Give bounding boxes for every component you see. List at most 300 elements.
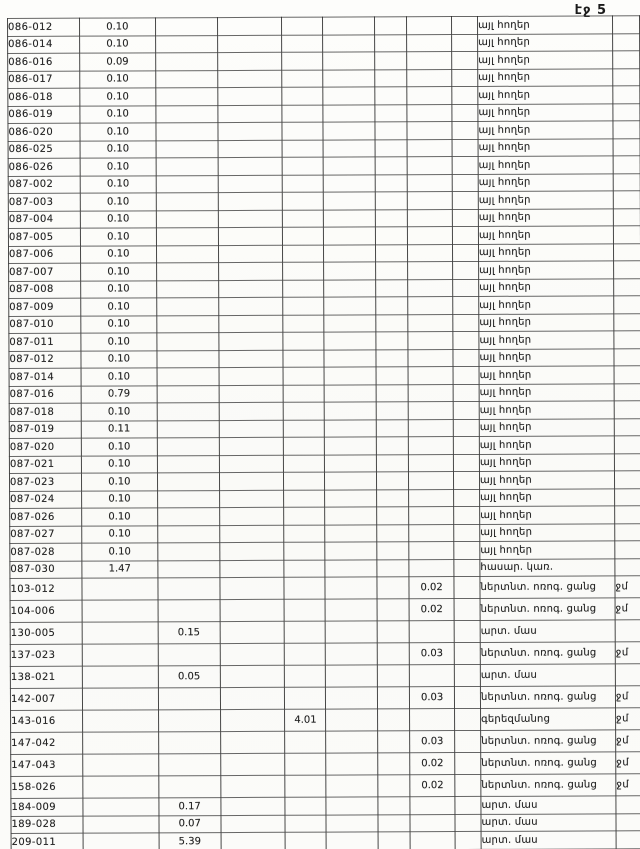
area-value-cell bbox=[82, 688, 158, 710]
parcel-code-cell: 087-020 bbox=[9, 438, 81, 456]
area-value-cell bbox=[220, 665, 285, 687]
area-value-cell bbox=[323, 17, 375, 35]
area-value-cell bbox=[220, 775, 285, 797]
area-value-cell bbox=[407, 17, 452, 35]
area-value-cell bbox=[283, 227, 324, 245]
area-value-cell: 0.10 bbox=[81, 438, 157, 456]
area-value-cell: 0.17 bbox=[159, 798, 221, 816]
area-value-cell bbox=[452, 34, 478, 52]
land-type-cell: այլ հողեր bbox=[479, 348, 614, 366]
land-type-cell: արտ. մաս bbox=[480, 664, 615, 687]
area-value-cell bbox=[323, 34, 375, 52]
area-value-cell bbox=[452, 86, 478, 104]
area-value-cell bbox=[324, 297, 376, 315]
parcel-code-cell: 087-003 bbox=[8, 193, 80, 211]
area-value-cell bbox=[283, 192, 324, 210]
area-value-cell bbox=[282, 35, 323, 53]
parcel-code-cell: 087-024 bbox=[10, 491, 82, 509]
land-type-cell: արտ. մաս bbox=[480, 620, 615, 643]
area-value-cell bbox=[455, 814, 481, 832]
area-value-cell bbox=[408, 244, 453, 262]
area-value-cell bbox=[218, 122, 283, 140]
area-value-cell bbox=[219, 507, 284, 525]
area-value-cell bbox=[158, 560, 220, 578]
area-value-cell bbox=[284, 472, 325, 490]
area-value-cell bbox=[408, 332, 453, 350]
area-value-cell bbox=[378, 814, 410, 832]
area-value-cell: 0.10 bbox=[81, 298, 157, 316]
area-value-cell bbox=[286, 832, 327, 849]
table-body bbox=[8, 16, 640, 849]
area-value-cell bbox=[83, 776, 159, 798]
area-value-cell bbox=[455, 730, 481, 752]
area-value-cell bbox=[375, 157, 407, 175]
area-value-cell bbox=[284, 437, 325, 455]
area-value-cell bbox=[219, 472, 284, 490]
area-value-cell bbox=[376, 332, 408, 350]
area-value-cell: 0.10 bbox=[81, 455, 157, 473]
area-value-cell bbox=[324, 174, 376, 192]
land-type-cell: այլ հողեր bbox=[479, 331, 614, 349]
area-value-cell: 0.10 bbox=[80, 193, 156, 211]
area-value-cell bbox=[377, 489, 409, 507]
area-value-cell bbox=[217, 35, 282, 53]
area-value-cell bbox=[158, 644, 220, 666]
area-value-cell bbox=[326, 687, 378, 709]
area-value-cell bbox=[326, 709, 378, 731]
table-row bbox=[11, 752, 640, 777]
land-type-cell: արտ. մաս bbox=[481, 796, 616, 814]
area-value-cell bbox=[283, 297, 324, 315]
area-value-cell bbox=[325, 472, 377, 490]
area-value-cell bbox=[324, 279, 376, 297]
parcel-code-cell: 087-011 bbox=[9, 333, 81, 351]
area-value-cell bbox=[323, 139, 375, 157]
area-value-cell bbox=[408, 349, 453, 367]
area-value-cell: 0.10 bbox=[82, 508, 158, 526]
parcel-code-cell: 138-021 bbox=[10, 666, 82, 688]
area-value-cell bbox=[407, 209, 452, 227]
area-value-cell bbox=[159, 776, 221, 798]
margin-note: ջմ bbox=[615, 642, 640, 664]
parcel-code-cell: 087-021 bbox=[9, 456, 81, 474]
area-value-cell bbox=[220, 643, 285, 665]
area-value-cell bbox=[284, 577, 325, 599]
area-value-cell bbox=[376, 349, 408, 367]
area-value-cell bbox=[285, 797, 326, 815]
area-value-cell bbox=[285, 621, 326, 643]
area-value-cell bbox=[408, 402, 453, 420]
area-value-cell bbox=[83, 732, 159, 754]
area-value-cell bbox=[324, 367, 376, 385]
land-type-cell: հասար. կառ. bbox=[480, 558, 615, 576]
area-value-cell bbox=[455, 796, 481, 814]
land-type-cell: այլ հողեր bbox=[478, 138, 613, 156]
area-value-cell bbox=[157, 490, 219, 508]
area-value-cell bbox=[218, 245, 283, 263]
area-value-cell: 0.15 bbox=[158, 622, 220, 644]
area-value-cell: 0.10 bbox=[81, 280, 157, 298]
area-value-cell: 0.02 bbox=[409, 599, 454, 621]
area-value-cell bbox=[283, 262, 324, 280]
area-value-cell bbox=[157, 333, 219, 351]
area-value-cell bbox=[377, 524, 409, 542]
area-value-cell: 0.10 bbox=[81, 315, 157, 333]
area-value-cell bbox=[156, 140, 218, 158]
area-value-cell: 4.01 bbox=[285, 709, 326, 731]
land-type-cell: ներտնտ. ոռոգ. ցանց bbox=[480, 576, 615, 599]
area-value-cell bbox=[158, 578, 220, 600]
area-value-cell bbox=[376, 209, 408, 227]
area-value-cell bbox=[454, 506, 480, 524]
area-value-cell: 0.10 bbox=[81, 350, 157, 368]
area-value-cell bbox=[219, 525, 284, 543]
land-type-cell: այլ հողեր bbox=[480, 488, 615, 506]
area-value-cell bbox=[282, 70, 323, 88]
area-value-cell bbox=[377, 621, 409, 643]
area-value-cell bbox=[375, 52, 407, 70]
area-value-cell bbox=[282, 122, 323, 140]
area-value-cell bbox=[454, 541, 480, 559]
area-value-cell: 0.79 bbox=[81, 385, 157, 403]
land-type-cell: այլ հողեր bbox=[479, 471, 614, 489]
parcel-code-cell: 086-014 bbox=[8, 36, 80, 54]
parcel-code-cell: 087-009 bbox=[9, 298, 81, 316]
land-type-cell: ներտնտ. ոռոգ. ցանց bbox=[481, 730, 616, 753]
area-value-cell bbox=[376, 192, 408, 210]
area-value-cell bbox=[378, 687, 410, 709]
area-value-cell: 0.10 bbox=[80, 123, 156, 141]
parcel-code-cell: 087-012 bbox=[9, 351, 81, 369]
land-type-cell: այլ հողեր bbox=[478, 68, 613, 86]
area-value-cell bbox=[283, 245, 324, 263]
table-row bbox=[11, 774, 640, 799]
area-value-cell bbox=[218, 192, 283, 210]
area-value-cell bbox=[326, 753, 378, 775]
margin-note bbox=[616, 831, 640, 849]
land-type-cell: այլ հողեր bbox=[480, 506, 615, 524]
area-value-cell bbox=[83, 754, 159, 776]
area-value-cell bbox=[378, 709, 410, 731]
area-value-cell bbox=[325, 489, 377, 507]
land-type-cell: այլ հողեր bbox=[478, 103, 613, 121]
area-value-cell bbox=[407, 139, 452, 157]
margin-note bbox=[612, 16, 639, 34]
area-value-cell bbox=[455, 831, 481, 849]
area-value-cell bbox=[157, 368, 219, 386]
land-type-cell: այլ հողեր bbox=[479, 383, 614, 401]
parcel-code-cell: 087-007 bbox=[9, 263, 81, 281]
area-value-cell bbox=[82, 710, 158, 732]
margin-note bbox=[613, 121, 640, 139]
area-value-cell bbox=[157, 385, 219, 403]
area-value-cell bbox=[157, 403, 219, 421]
land-type-cell: արտ. մաս bbox=[481, 831, 616, 849]
area-value-cell bbox=[408, 419, 453, 437]
area-value-cell bbox=[285, 815, 326, 833]
area-value-cell: 0.02 bbox=[410, 753, 455, 775]
area-value-cell bbox=[284, 525, 325, 543]
area-value-cell: 0.10 bbox=[80, 158, 156, 176]
table-row bbox=[10, 642, 640, 667]
area-value-cell bbox=[375, 104, 407, 122]
table-row bbox=[11, 730, 640, 755]
parcel-code-cell: 087-023 bbox=[9, 473, 81, 491]
area-value-cell bbox=[220, 560, 285, 578]
parcel-code-cell: 087-027 bbox=[10, 526, 82, 544]
area-value-cell bbox=[377, 507, 409, 525]
area-value-cell bbox=[378, 753, 410, 775]
margin-note bbox=[614, 331, 640, 349]
area-value-cell: 0.03 bbox=[410, 731, 455, 753]
table-row bbox=[10, 598, 640, 623]
area-value-cell bbox=[324, 157, 376, 175]
parcel-code-cell: 087-002 bbox=[8, 176, 80, 194]
margin-note bbox=[615, 664, 640, 686]
area-value-cell bbox=[323, 69, 375, 87]
parcel-code-cell: 103-012 bbox=[10, 578, 82, 600]
area-value-cell bbox=[156, 263, 218, 281]
area-value-cell bbox=[155, 70, 217, 88]
area-value-cell bbox=[324, 332, 376, 350]
area-value-cell bbox=[326, 814, 378, 832]
margin-note bbox=[613, 173, 640, 191]
area-value-cell bbox=[377, 542, 409, 560]
area-value-cell bbox=[453, 296, 479, 314]
area-value-cell bbox=[283, 315, 324, 333]
margin-note bbox=[613, 103, 640, 121]
area-value-cell: 0.03 bbox=[409, 643, 454, 665]
area-value-cell: 0.10 bbox=[81, 368, 157, 386]
margin-note bbox=[616, 813, 640, 831]
area-value-cell bbox=[455, 752, 481, 774]
margin-note bbox=[613, 138, 640, 156]
area-value-cell bbox=[282, 105, 323, 123]
parcel-code-cell: 087-018 bbox=[9, 403, 81, 421]
area-value-cell bbox=[283, 332, 324, 350]
area-value-cell bbox=[155, 53, 217, 71]
area-value-cell: 0.11 bbox=[81, 420, 157, 438]
area-value-cell bbox=[453, 314, 479, 332]
land-type-cell: այլ հողեր bbox=[479, 436, 614, 454]
parcel-code-cell: 087-006 bbox=[8, 246, 80, 264]
area-value-cell bbox=[377, 643, 409, 665]
area-value-cell bbox=[378, 665, 410, 687]
area-value-cell bbox=[376, 402, 408, 420]
area-value-cell: 5.39 bbox=[159, 833, 221, 849]
area-value-cell bbox=[323, 104, 375, 122]
table-row bbox=[10, 686, 640, 711]
area-value-cell: 0.02 bbox=[410, 775, 455, 797]
land-type-cell: այլ հողեր bbox=[480, 523, 615, 541]
area-value-cell bbox=[219, 420, 284, 438]
land-type-cell: այլ հողեր bbox=[478, 51, 613, 69]
area-value-cell bbox=[284, 420, 325, 438]
margin-note bbox=[613, 208, 640, 226]
area-value-cell bbox=[283, 280, 324, 298]
margin-note bbox=[613, 33, 640, 51]
margin-note: ջմ bbox=[616, 730, 640, 752]
area-value-cell bbox=[325, 559, 377, 577]
area-value-cell bbox=[377, 599, 409, 621]
table-row bbox=[10, 620, 640, 645]
area-value-cell bbox=[284, 490, 325, 508]
area-value-cell bbox=[220, 621, 285, 643]
parcel-code-cell: 147-043 bbox=[11, 754, 83, 776]
margin-note bbox=[614, 366, 640, 384]
area-value-cell bbox=[220, 753, 285, 775]
parcel-code-cell: 087-019 bbox=[9, 421, 81, 439]
area-value-cell bbox=[221, 797, 286, 815]
area-value-cell bbox=[376, 384, 408, 402]
area-value-cell: 0.10 bbox=[80, 175, 156, 193]
area-value-cell bbox=[407, 87, 452, 105]
area-value-cell bbox=[82, 644, 158, 666]
area-value-cell bbox=[156, 298, 218, 316]
margin-note bbox=[616, 796, 640, 814]
area-value-cell bbox=[407, 174, 452, 192]
area-value-cell bbox=[409, 472, 454, 490]
margin-note bbox=[615, 620, 640, 642]
area-value-cell: 0.10 bbox=[82, 525, 158, 543]
area-value-cell bbox=[408, 367, 453, 385]
parcel-code-cell: 086-017 bbox=[8, 71, 80, 89]
area-value-cell bbox=[454, 598, 480, 620]
area-value-cell bbox=[283, 210, 324, 228]
land-type-cell: այլ հողեր bbox=[479, 296, 614, 314]
area-value-cell bbox=[324, 314, 376, 332]
area-value-cell: 0.10 bbox=[81, 473, 157, 491]
margin-note bbox=[614, 296, 640, 314]
parcel-code-cell: 087-030 bbox=[10, 561, 82, 579]
parcel-code-cell: 143-016 bbox=[11, 710, 83, 732]
area-value-cell bbox=[452, 156, 478, 174]
area-value-cell bbox=[376, 297, 408, 315]
land-type-cell: այլ հողեր bbox=[479, 453, 614, 471]
area-value-cell bbox=[455, 774, 481, 796]
area-value-cell bbox=[83, 815, 159, 833]
area-value-cell bbox=[376, 227, 408, 245]
area-value-cell bbox=[375, 69, 407, 87]
margin-note bbox=[614, 471, 640, 489]
parcel-code-cell: 184-009 bbox=[11, 798, 83, 816]
area-value-cell bbox=[410, 709, 455, 731]
margin-note bbox=[613, 156, 640, 174]
area-value-cell bbox=[325, 542, 377, 560]
area-value-cell bbox=[219, 437, 284, 455]
area-value-cell: 0.10 bbox=[80, 263, 156, 281]
area-value-cell bbox=[325, 507, 377, 525]
margin-note bbox=[615, 523, 640, 541]
area-value-cell bbox=[284, 507, 325, 525]
area-value-cell bbox=[378, 731, 410, 753]
margin-note bbox=[615, 506, 640, 524]
area-value-cell bbox=[157, 473, 219, 491]
area-value-cell bbox=[219, 367, 284, 385]
area-value-cell bbox=[408, 314, 453, 332]
area-value-cell bbox=[325, 577, 377, 599]
area-value-cell bbox=[324, 349, 376, 367]
margin-note: ջմ bbox=[615, 598, 640, 620]
area-value-cell bbox=[220, 687, 285, 709]
land-type-cell: ներտնտ. ոռոգ. ցանց bbox=[480, 686, 615, 709]
area-value-cell bbox=[376, 367, 408, 385]
area-value-cell bbox=[219, 385, 284, 403]
parcel-code-cell: 087-010 bbox=[9, 316, 81, 334]
area-value-cell bbox=[282, 87, 323, 105]
parcel-code-cell: 086-018 bbox=[8, 88, 80, 106]
margin-note bbox=[614, 383, 640, 401]
area-value-cell bbox=[407, 122, 452, 140]
area-value-cell: 0.10 bbox=[80, 140, 156, 158]
area-value-cell bbox=[377, 559, 409, 577]
area-value-cell bbox=[407, 157, 452, 175]
land-type-cell: այլ հողեր bbox=[478, 226, 613, 244]
area-value-cell: 0.10 bbox=[81, 403, 157, 421]
area-value-cell bbox=[218, 175, 283, 193]
parcel-code-cell: 087-028 bbox=[10, 543, 82, 561]
area-value-cell bbox=[157, 420, 219, 438]
parcel-code-cell: 087-008 bbox=[9, 281, 81, 299]
land-type-cell: այլ հողեր bbox=[479, 401, 614, 419]
area-value-cell bbox=[407, 192, 452, 210]
area-value-cell bbox=[156, 245, 218, 263]
area-value-cell bbox=[326, 797, 378, 815]
area-value-cell bbox=[375, 87, 407, 105]
area-value-cell bbox=[219, 542, 284, 560]
area-value-cell: 0.05 bbox=[158, 666, 220, 688]
area-value-cell bbox=[326, 775, 378, 797]
area-value-cell bbox=[453, 331, 479, 349]
area-value-cell bbox=[82, 600, 158, 622]
area-value-cell bbox=[324, 227, 376, 245]
land-type-cell: այլ հողեր bbox=[478, 156, 613, 174]
area-value-cell: 0.10 bbox=[82, 543, 158, 561]
area-value-cell bbox=[326, 621, 378, 643]
margin-note bbox=[613, 86, 640, 104]
area-value-cell bbox=[285, 599, 326, 621]
land-type-cell: ներտնտ. ոռոգ. ցանց bbox=[481, 774, 616, 797]
area-value-cell bbox=[377, 454, 409, 472]
area-value-cell bbox=[408, 227, 453, 245]
area-value-cell bbox=[156, 123, 218, 141]
land-type-cell: այլ հողեր bbox=[479, 366, 614, 384]
area-value-cell bbox=[453, 384, 479, 402]
parcel-code-cell: 158-026 bbox=[11, 776, 83, 798]
area-value-cell bbox=[325, 402, 377, 420]
area-value-cell bbox=[221, 815, 286, 833]
area-value-cell bbox=[452, 191, 478, 209]
area-value-cell: 0.10 bbox=[81, 490, 157, 508]
area-value-cell bbox=[454, 642, 480, 664]
area-value-cell bbox=[408, 384, 453, 402]
area-value-cell bbox=[409, 524, 454, 542]
area-value-cell: 0.10 bbox=[80, 245, 156, 263]
area-value-cell bbox=[452, 139, 478, 157]
land-type-cell: այլ հողեր bbox=[478, 208, 613, 226]
land-type-cell: այլ հողեր bbox=[479, 261, 614, 279]
area-value-cell bbox=[218, 105, 283, 123]
area-value-cell bbox=[218, 140, 283, 158]
area-value-cell bbox=[326, 832, 378, 849]
area-value-cell bbox=[284, 402, 325, 420]
area-value-cell bbox=[408, 437, 453, 455]
area-value-cell: 0.09 bbox=[80, 53, 156, 71]
area-value-cell bbox=[453, 349, 479, 367]
area-value-cell bbox=[157, 508, 219, 526]
area-value-cell bbox=[282, 17, 323, 35]
area-value-cell bbox=[325, 384, 377, 402]
